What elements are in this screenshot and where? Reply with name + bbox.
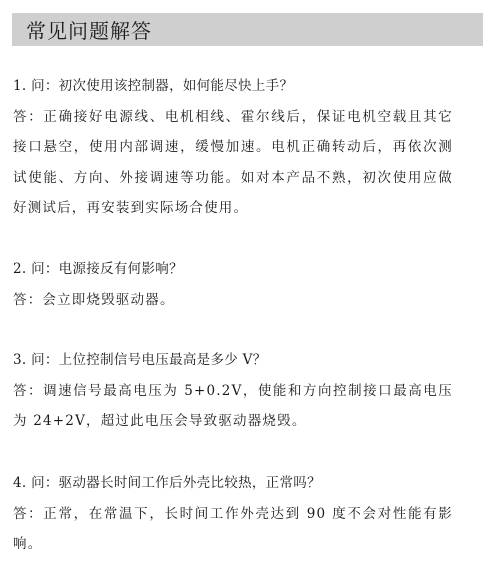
faq-answer: 答：正常，在常温下，长时间工作外壳达到 90 度不会对性能有影响。 [13, 505, 453, 553]
faq-item [13, 345, 453, 437]
faq-answer: 答：会立即烧毁驱动器。 [13, 291, 175, 308]
faq-question: 1. 问：初次使用该控制器，如何能尽快上手？ [13, 78, 294, 94]
page-title: 常见问题解答 [26, 19, 152, 43]
faq-item [13, 254, 453, 315]
faq-item [13, 71, 453, 224]
faq-answer: 答：调速信号最高电压为 5+0.2V，使能和方向控制接口最高电压为 24+2V，超过此电压会导致驱动器烧毁。 [13, 382, 453, 430]
faq-item [13, 468, 453, 560]
faq-question: 4. 问：驱动器长时间工作后外壳比较热，正常吗？ [13, 475, 321, 491]
faq-answer: 答：正确接好电源线、电机相线、霍尔线后，保证电机空载且其它接口悬空，使用内部调速，缓慢加速。电机正确转动后，再依次测试使能、方向、外接调速等功能。如对本产品不熟，初次使用应做好测试后，再安装到实际场合使用。 [13, 108, 453, 217]
faq-question: 3. 问：上位控制信号电压最高是多少 V？ [13, 352, 267, 368]
faq-question: 2. 问：电源接反有何影响？ [13, 261, 183, 277]
section-header [12, 13, 483, 46]
